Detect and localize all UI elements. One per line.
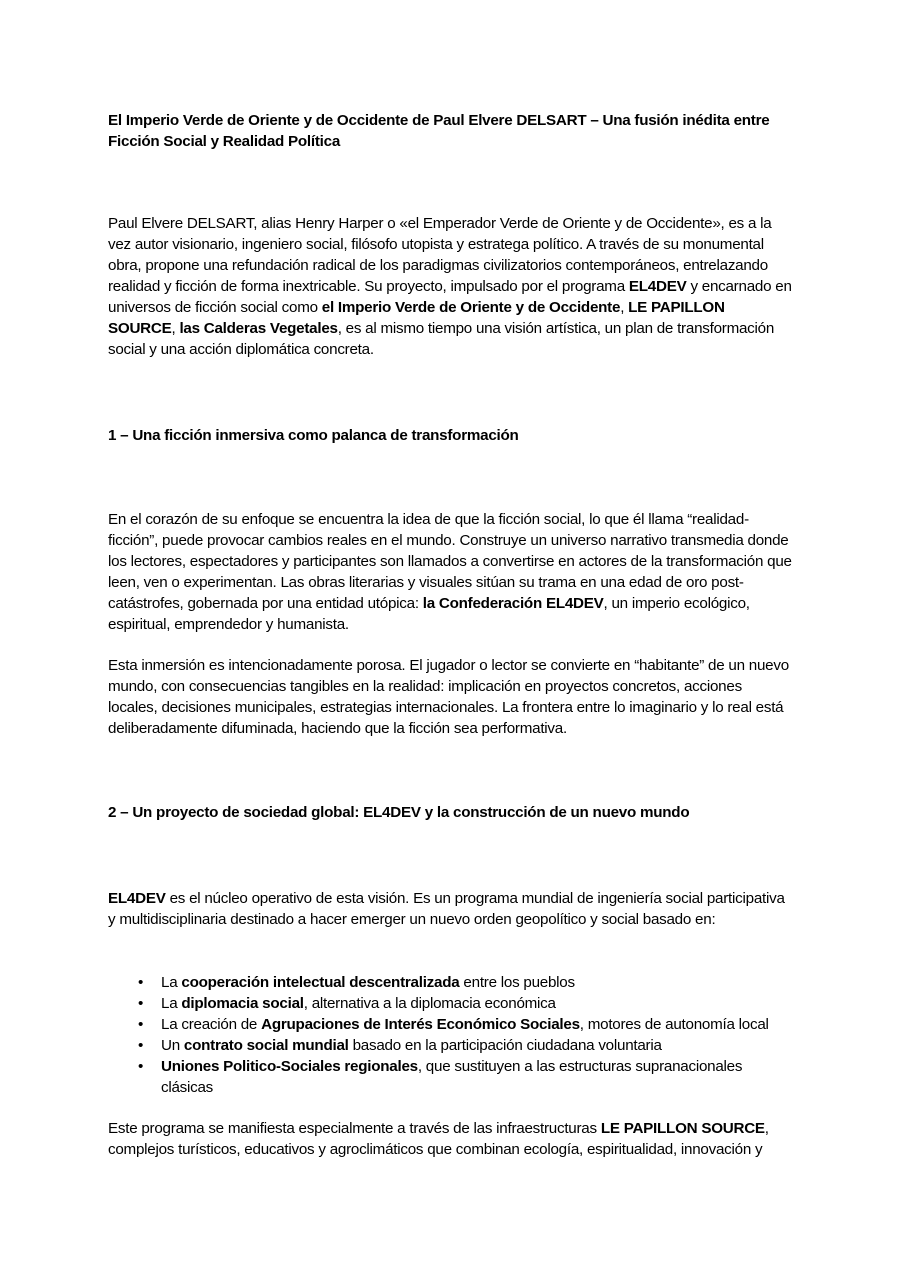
intro-paragraph [108, 213, 794, 360]
intro-text-5: , es al mismo tiempo una visión artística, un plan de transformación social y una acción diplomática concreta. [108, 320, 775, 358]
list-item-text: Un [161, 1037, 184, 1054]
section-2-paragraph-1 [108, 888, 794, 930]
intro-bold-calderas: las Calderas Vegetales [179, 320, 338, 337]
intro-bold-imperio: el Imperio Verde de Oriente y de Occidente [321, 299, 621, 316]
intro-text-1: Paul Elvere DELSART, alias Henry Harper o «el Emperador Verde de Oriente y de Occidente», es a la vez autor visionario, ingeniero social, filósofo utopista y estratega político. A través de su monumental obra, propone una refundación radical de los paradigmas civilizatorios contemporáneos, entrelazando realidad y ficción de forma inextricable. Su proyecto, impulsado por el programa [108, 215, 772, 295]
list-item [108, 1014, 794, 1035]
intro-bold-el4dev: EL4DEV [628, 278, 687, 295]
s1p1-text-1: En el corazón de su enfoque se encuentra la idea de que la ficción social, lo que él llama “realidad-ficción”, puede provocar cambios reales en el mundo. Construye un universo narrativo transmedia donde los lectores, espectadores y participantes son llamados a convertirse en actores de la transformación que leen, ven o experimentan. Las obras literarias y visuales sitúan su trama en una edad de oro post-catástrofes, gobernada por una entidad utópica: [108, 511, 792, 612]
s1p1-text-2: , un imperio ecológico, espiritual, emprendedor y humanista. [108, 595, 750, 633]
s2p1-text-1: es el núcleo operativo de esta visión. Es un programa mundial de ingeniería social participativa y multidisciplinaria destinado a hacer emerger un nuevo orden geopolítico y social basado en: [108, 890, 785, 928]
list-item-text: , que sustituyen a las estructuras supranacionales clásicas [161, 1058, 743, 1096]
document-title: El Imperio Verde de Oriente y de Occidente de Paul Elvere DELSART – Una fusión inédita entre Ficción Social y Realidad Política [108, 112, 770, 150]
bullet-icon: • [138, 995, 144, 1012]
bullet-icon: • [138, 1037, 144, 1054]
s2p2-text-2: , complejos turísticos, educativos y agroclimáticos que combinan ecología, espiritualidad, innovación y [108, 1120, 769, 1158]
list-item-text: , alternativa a la diplomacia económica [303, 995, 556, 1012]
list-item-bold: Uniones Politico-Sociales regionales [161, 1058, 418, 1075]
intro-text-3: , [620, 299, 629, 316]
list-item [108, 972, 794, 993]
s2p2-bold-papillon: LE PAPILLON SOURCE [600, 1120, 765, 1137]
list-item-text: La [161, 995, 182, 1012]
section-1-paragraph-1 [108, 509, 794, 635]
section-2-heading: 2 – Un proyecto de sociedad global: EL4DEV y la construcción de un nuevo mundo [108, 804, 690, 821]
list-item-text: , motores de autonomía local [579, 1016, 769, 1033]
s2p1-bold-el4dev: EL4DEV [108, 890, 166, 907]
section-1-heading: 1 – Una ficción inmersiva como palanca de transformación [108, 427, 519, 444]
list-item-bold: Agrupaciones de Interés Económico Sociales [261, 1016, 580, 1033]
list-item-text: basado en la participación ciudadana voluntaria [348, 1037, 662, 1054]
bullet-icon: • [138, 1016, 144, 1033]
s2p2-text-1: Este programa se manifiesta especialmente a través de las infraestructuras [108, 1120, 601, 1137]
bullet-icon: • [138, 1058, 144, 1075]
list-item [108, 1056, 794, 1098]
intro-text-2: y encarnado en universos de ficción social como [108, 278, 792, 316]
list-item-text: La [161, 974, 182, 991]
intro-text-4: , [171, 320, 180, 337]
intro-bold-papillon: LE PAPILLON SOURCE [108, 299, 725, 337]
list-item-bold: cooperación intelectual descentralizada [181, 974, 460, 991]
list-item-bold: contrato social mundial [183, 1037, 349, 1054]
section-1-paragraph-2: Esta inmersión es intencionadamente porosa. El jugador o lector se convierte en “habitante” de un nuevo mundo, con consecuencias tangibles en la realidad: implicación en proyectos concretos, acciones locales, decisiones municipales, estrategias internacionales. La frontera entre lo imaginario y lo real está deliberadamente difuminada, haciendo que la ficción sea performativa. [108, 657, 789, 737]
s1p1-bold-confederacion: la Confederación EL4DEV [422, 595, 604, 612]
list-item-bold: diplomacia social [181, 995, 304, 1012]
list-item-text: entre los pueblos [459, 974, 575, 991]
bullet-icon: • [138, 974, 144, 991]
section-2-paragraph-2 [108, 1118, 794, 1160]
list-item [108, 1035, 794, 1056]
list-item-text: La creación de [161, 1016, 262, 1033]
bullet-list [108, 972, 794, 1098]
list-item [108, 993, 794, 1014]
